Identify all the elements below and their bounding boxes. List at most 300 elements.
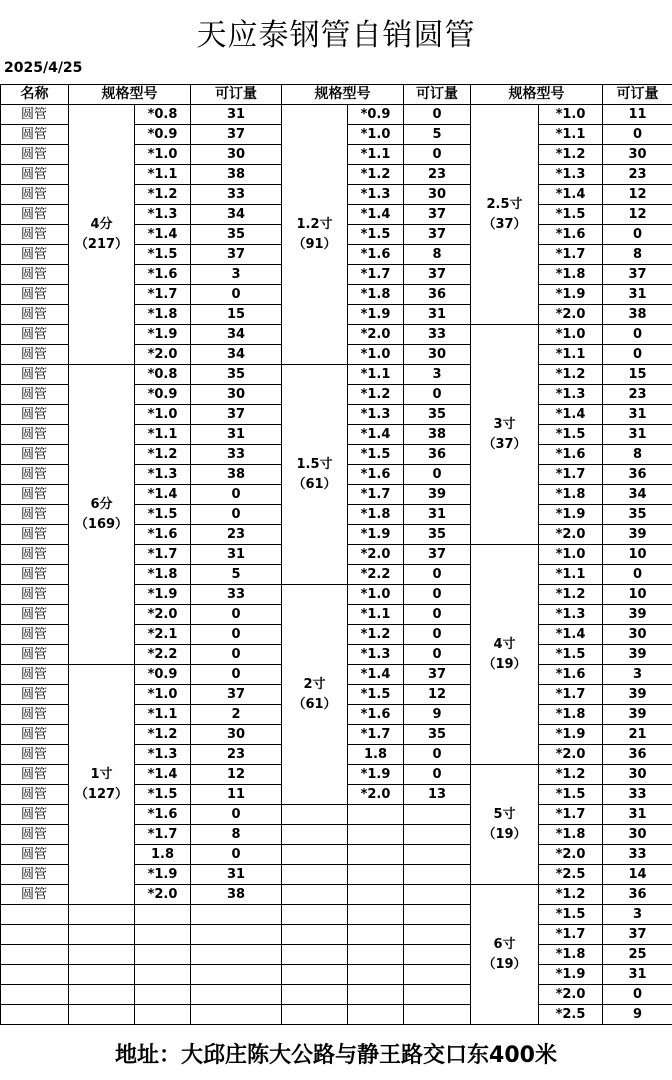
spec-cell: *1.0 bbox=[348, 585, 404, 605]
spec-cell: *1.1 bbox=[348, 365, 404, 385]
row-name-cell: 圆管 bbox=[1, 685, 69, 705]
qty-cell: 36 bbox=[404, 285, 471, 305]
group-label: 3寸 bbox=[493, 416, 516, 432]
spec-cell: *1.9 bbox=[539, 965, 603, 985]
row-name-cell: 圆管 bbox=[1, 105, 69, 125]
spec-cell: *1.2 bbox=[348, 165, 404, 185]
spec-cell: *1.0 bbox=[539, 325, 603, 345]
qty-cell: 0 bbox=[404, 745, 471, 765]
qty-cell: 34 bbox=[603, 485, 672, 505]
spec-cell: *2.0 bbox=[539, 985, 603, 1005]
empty-cell bbox=[404, 925, 471, 945]
spec-cell: *1.0 bbox=[135, 685, 191, 705]
spec-cell: *1.5 bbox=[539, 645, 603, 665]
group-label: 1寸 bbox=[90, 766, 113, 782]
row-name-cell: 圆管 bbox=[1, 605, 69, 625]
row-name-cell: 圆管 bbox=[1, 545, 69, 565]
row-name-cell: 圆管 bbox=[1, 565, 69, 585]
qty-cell: 15 bbox=[603, 365, 672, 385]
qty-cell: 0 bbox=[191, 665, 282, 685]
header-qty-3: 可订量 bbox=[603, 85, 672, 105]
qty-cell: 0 bbox=[191, 805, 282, 825]
address-footer: 地址：大邱庄陈大公路与静王路交口东400米 bbox=[115, 1043, 557, 1068]
qty-cell: 39 bbox=[603, 605, 672, 625]
qty-cell: 2 bbox=[191, 705, 282, 725]
qty-cell: 11 bbox=[603, 105, 672, 125]
empty-cell bbox=[191, 985, 282, 1005]
qty-cell: 30 bbox=[603, 625, 672, 645]
qty-cell: 31 bbox=[191, 425, 282, 445]
spec-cell: *1.2 bbox=[539, 765, 603, 785]
spec-cell: *1.5 bbox=[539, 785, 603, 805]
qty-cell: 3 bbox=[603, 665, 672, 685]
spec-cell: *1.6 bbox=[539, 445, 603, 465]
qty-cell: 31 bbox=[191, 545, 282, 565]
empty-cell bbox=[348, 945, 404, 965]
row-name-cell bbox=[1, 945, 69, 965]
spec-cell: *1.8 bbox=[539, 485, 603, 505]
spec-cell: *2.0 bbox=[539, 845, 603, 865]
group-label: 4寸 bbox=[493, 636, 516, 652]
qty-cell: 35 bbox=[191, 365, 282, 385]
qty-cell: 14 bbox=[603, 865, 672, 885]
spec-cell: 1.8 bbox=[135, 845, 191, 865]
spec-cell: *1.9 bbox=[539, 725, 603, 745]
qty-cell: 0 bbox=[191, 845, 282, 865]
row-name-cell: 圆管 bbox=[1, 165, 69, 185]
empty-cell bbox=[348, 965, 404, 985]
spec-cell: *1.5 bbox=[348, 445, 404, 465]
spec-cell: *1.7 bbox=[348, 265, 404, 285]
qty-cell: 8 bbox=[603, 445, 672, 465]
qty-cell: 30 bbox=[603, 145, 672, 165]
row-name-cell: 圆管 bbox=[1, 145, 69, 165]
qty-cell: 0 bbox=[404, 465, 471, 485]
row-name-cell: 圆管 bbox=[1, 765, 69, 785]
qty-cell: 0 bbox=[404, 605, 471, 625]
spec-cell: *1.2 bbox=[135, 185, 191, 205]
empty-cell bbox=[282, 885, 348, 905]
qty-cell: 31 bbox=[404, 305, 471, 325]
spec-cell: *2.0 bbox=[348, 785, 404, 805]
spec-cell: *1.4 bbox=[135, 485, 191, 505]
qty-cell: 23 bbox=[404, 165, 471, 185]
spec-cell: *1.1 bbox=[348, 145, 404, 165]
empty-cell bbox=[404, 885, 471, 905]
qty-cell: 23 bbox=[191, 745, 282, 765]
empty-cell bbox=[282, 985, 348, 1005]
spec-cell: *1.9 bbox=[348, 765, 404, 785]
qty-cell: 25 bbox=[603, 945, 672, 965]
group-label: 4分 bbox=[90, 216, 113, 232]
spec-cell: *2.2 bbox=[135, 645, 191, 665]
empty-cell bbox=[348, 1005, 404, 1025]
qty-cell: 0 bbox=[603, 345, 672, 365]
spec-cell: *1.1 bbox=[135, 165, 191, 185]
qty-cell: 39 bbox=[603, 685, 672, 705]
row-name-cell: 圆管 bbox=[1, 405, 69, 425]
qty-cell: 13 bbox=[404, 785, 471, 805]
qty-cell: 3 bbox=[191, 265, 282, 285]
spec-cell: *1.8 bbox=[539, 705, 603, 725]
spec-cell: *1.0 bbox=[539, 545, 603, 565]
qty-cell: 30 bbox=[603, 825, 672, 845]
qty-cell: 5 bbox=[404, 125, 471, 145]
row-name-cell: 圆管 bbox=[1, 285, 69, 305]
spec-cell: *1.0 bbox=[539, 105, 603, 125]
spec-cell: *2.0 bbox=[135, 605, 191, 625]
group-total: （217） bbox=[74, 236, 129, 252]
spec-cell: *2.1 bbox=[135, 625, 191, 645]
empty-cell bbox=[135, 985, 191, 1005]
qty-cell: 36 bbox=[603, 885, 672, 905]
header-qty-1: 可订量 bbox=[191, 85, 282, 105]
empty-cell bbox=[404, 985, 471, 1005]
qty-cell: 12 bbox=[603, 185, 672, 205]
empty-cell bbox=[282, 945, 348, 965]
spec-cell: *1.4 bbox=[539, 185, 603, 205]
spec-cell: *1.6 bbox=[135, 805, 191, 825]
row-name-cell bbox=[1, 925, 69, 945]
spec-cell: *1.9 bbox=[348, 525, 404, 545]
spec-cell: *1.9 bbox=[539, 505, 603, 525]
spec-cell: *1.4 bbox=[539, 405, 603, 425]
qty-cell: 37 bbox=[404, 665, 471, 685]
empty-cell bbox=[191, 925, 282, 945]
row-name-cell: 圆管 bbox=[1, 885, 69, 905]
qty-cell: 3 bbox=[603, 905, 672, 925]
row-name-cell: 圆管 bbox=[1, 585, 69, 605]
qty-cell: 38 bbox=[404, 425, 471, 445]
row-name-cell: 圆管 bbox=[1, 305, 69, 325]
qty-cell: 11 bbox=[191, 785, 282, 805]
empty-cell bbox=[282, 1005, 348, 1025]
empty-cell bbox=[135, 925, 191, 945]
qty-cell: 36 bbox=[603, 465, 672, 485]
spec-cell: *2.0 bbox=[539, 525, 603, 545]
spec-cell: 1.8 bbox=[348, 745, 404, 765]
spec-cell: *1.7 bbox=[539, 685, 603, 705]
qty-cell: 30 bbox=[404, 345, 471, 365]
spec-cell: *1.5 bbox=[539, 425, 603, 445]
qty-cell: 37 bbox=[191, 125, 282, 145]
spec-cell: *1.0 bbox=[348, 125, 404, 145]
header-row bbox=[1, 85, 672, 105]
spec-cell: *2.2 bbox=[348, 565, 404, 585]
table-row bbox=[1, 925, 672, 945]
spec-cell: *1.3 bbox=[348, 645, 404, 665]
qty-cell: 38 bbox=[191, 465, 282, 485]
qty-cell: 37 bbox=[404, 545, 471, 565]
qty-cell: 0 bbox=[603, 565, 672, 585]
spec-cell: *1.2 bbox=[348, 385, 404, 405]
spec-cell: *1.7 bbox=[539, 805, 603, 825]
spec-cell: *1.8 bbox=[135, 305, 191, 325]
row-name-cell: 圆管 bbox=[1, 185, 69, 205]
empty-cell bbox=[69, 905, 135, 925]
qty-cell: 0 bbox=[191, 625, 282, 645]
group-total: （91） bbox=[292, 236, 337, 252]
empty-cell bbox=[404, 1005, 471, 1025]
qty-cell: 0 bbox=[603, 125, 672, 145]
spec-cell: *1.7 bbox=[539, 245, 603, 265]
qty-cell: 35 bbox=[404, 405, 471, 425]
row-name-cell: 圆管 bbox=[1, 225, 69, 245]
empty-cell bbox=[348, 805, 404, 825]
spec-cell: *1.9 bbox=[135, 585, 191, 605]
spec-cell: *1.6 bbox=[348, 705, 404, 725]
spec-cell: *0.8 bbox=[135, 105, 191, 125]
qty-cell: 31 bbox=[603, 805, 672, 825]
spec-cell: *1.6 bbox=[135, 265, 191, 285]
qty-cell: 3 bbox=[404, 365, 471, 385]
row-name-cell: 圆管 bbox=[1, 465, 69, 485]
qty-cell: 0 bbox=[191, 605, 282, 625]
spec-cell: *0.9 bbox=[135, 665, 191, 685]
group-label-cell bbox=[471, 545, 539, 765]
qty-cell: 31 bbox=[191, 865, 282, 885]
qty-cell: 0 bbox=[404, 645, 471, 665]
qty-cell: 35 bbox=[404, 525, 471, 545]
qty-cell: 39 bbox=[404, 485, 471, 505]
qty-cell: 38 bbox=[191, 165, 282, 185]
group-label-cell bbox=[471, 885, 539, 1025]
spec-cell: *2.0 bbox=[348, 545, 404, 565]
row-name-cell: 圆管 bbox=[1, 445, 69, 465]
spec-cell: *1.4 bbox=[135, 225, 191, 245]
spec-cell: *1.8 bbox=[539, 945, 603, 965]
row-name-cell bbox=[1, 985, 69, 1005]
empty-cell bbox=[348, 825, 404, 845]
spec-cell: *1.6 bbox=[135, 525, 191, 545]
qty-cell: 10 bbox=[603, 545, 672, 565]
qty-cell: 0 bbox=[191, 505, 282, 525]
header-qty-2: 可订量 bbox=[404, 85, 471, 105]
spec-cell: *1.0 bbox=[348, 345, 404, 365]
spec-cell: *1.1 bbox=[135, 705, 191, 725]
group-label: 2.5寸 bbox=[486, 196, 523, 212]
empty-cell bbox=[191, 965, 282, 985]
spec-cell: *1.2 bbox=[348, 625, 404, 645]
spec-cell: *1.5 bbox=[348, 685, 404, 705]
group-label: 1.5寸 bbox=[296, 456, 333, 472]
row-name-cell: 圆管 bbox=[1, 705, 69, 725]
empty-cell bbox=[69, 965, 135, 985]
spec-cell: *1.3 bbox=[135, 465, 191, 485]
qty-cell: 23 bbox=[603, 165, 672, 185]
empty-cell bbox=[404, 945, 471, 965]
spec-cell: *2.0 bbox=[539, 745, 603, 765]
row-name-cell: 圆管 bbox=[1, 645, 69, 665]
spec-cell: *0.9 bbox=[135, 125, 191, 145]
qty-cell: 12 bbox=[404, 685, 471, 705]
qty-cell: 21 bbox=[603, 725, 672, 745]
qty-cell: 34 bbox=[191, 345, 282, 365]
qty-cell: 30 bbox=[191, 145, 282, 165]
qty-cell: 30 bbox=[404, 185, 471, 205]
empty-cell bbox=[348, 925, 404, 945]
empty-cell bbox=[348, 865, 404, 885]
row-name-cell bbox=[1, 905, 69, 925]
qty-cell: 9 bbox=[603, 1005, 672, 1025]
qty-cell: 38 bbox=[191, 885, 282, 905]
qty-cell: 23 bbox=[603, 385, 672, 405]
group-total: （61） bbox=[292, 476, 337, 492]
spec-cell: *1.1 bbox=[348, 605, 404, 625]
row-name-cell: 圆管 bbox=[1, 785, 69, 805]
empty-cell bbox=[69, 945, 135, 965]
row-name-cell: 圆管 bbox=[1, 845, 69, 865]
qty-cell: 0 bbox=[603, 225, 672, 245]
group-total: （19） bbox=[482, 826, 527, 842]
empty-cell bbox=[191, 905, 282, 925]
spec-cell: *1.4 bbox=[348, 425, 404, 445]
spec-cell: *1.8 bbox=[539, 265, 603, 285]
date-label: 2025/4/25 bbox=[4, 60, 83, 76]
spec-cell: *1.4 bbox=[348, 205, 404, 225]
qty-cell: 33 bbox=[191, 445, 282, 465]
header-spec-2: 规格型号 bbox=[282, 85, 404, 105]
qty-cell: 39 bbox=[603, 705, 672, 725]
spec-cell: *1.6 bbox=[539, 665, 603, 685]
group-total: （169） bbox=[74, 516, 129, 532]
spec-cell: *1.8 bbox=[348, 285, 404, 305]
empty-cell bbox=[348, 905, 404, 925]
header-spec-3: 规格型号 bbox=[471, 85, 603, 105]
spec-cell: *1.7 bbox=[135, 825, 191, 845]
spec-cell: *1.1 bbox=[539, 565, 603, 585]
empty-cell bbox=[282, 965, 348, 985]
table-body bbox=[1, 105, 672, 1025]
row-name-cell bbox=[1, 965, 69, 985]
spec-cell: *2.0 bbox=[135, 345, 191, 365]
spec-cell: *1.7 bbox=[539, 925, 603, 945]
qty-cell: 34 bbox=[191, 325, 282, 345]
spec-cell: *1.5 bbox=[539, 905, 603, 925]
spec-cell: *1.9 bbox=[348, 305, 404, 325]
qty-cell: 31 bbox=[603, 285, 672, 305]
empty-cell bbox=[348, 845, 404, 865]
spec-cell: *1.7 bbox=[348, 485, 404, 505]
qty-cell: 30 bbox=[191, 385, 282, 405]
group-label: 6寸 bbox=[493, 936, 516, 952]
spec-cell: *1.3 bbox=[135, 745, 191, 765]
spec-cell: *1.2 bbox=[539, 585, 603, 605]
spec-cell: *1.7 bbox=[135, 545, 191, 565]
spec-cell: *2.0 bbox=[539, 305, 603, 325]
spec-cell: *1.1 bbox=[135, 425, 191, 445]
group-total: （127） bbox=[74, 786, 129, 802]
spec-cell: *2.0 bbox=[348, 325, 404, 345]
spec-cell: *1.6 bbox=[348, 465, 404, 485]
group-label-cell bbox=[69, 105, 135, 365]
row-name-cell: 圆管 bbox=[1, 365, 69, 385]
qty-cell: 30 bbox=[191, 725, 282, 745]
spec-cell: *1.8 bbox=[135, 565, 191, 585]
group-total: （37） bbox=[482, 436, 527, 452]
group-total: （19） bbox=[482, 956, 527, 972]
qty-cell: 10 bbox=[603, 585, 672, 605]
empty-cell bbox=[282, 865, 348, 885]
qty-cell: 31 bbox=[603, 405, 672, 425]
qty-cell: 31 bbox=[603, 965, 672, 985]
qty-cell: 34 bbox=[191, 205, 282, 225]
group-label-cell bbox=[471, 325, 539, 545]
spec-cell: *1.0 bbox=[135, 145, 191, 165]
spec-cell: *1.5 bbox=[135, 505, 191, 525]
qty-cell: 35 bbox=[191, 225, 282, 245]
empty-cell bbox=[404, 905, 471, 925]
qty-cell: 33 bbox=[603, 785, 672, 805]
empty-cell bbox=[404, 965, 471, 985]
spec-cell: *1.4 bbox=[348, 665, 404, 685]
empty-cell bbox=[282, 825, 348, 845]
qty-cell: 31 bbox=[603, 425, 672, 445]
spec-cell: *1.3 bbox=[539, 385, 603, 405]
spec-cell: *1.2 bbox=[539, 145, 603, 165]
qty-cell: 37 bbox=[191, 405, 282, 425]
inventory-table bbox=[0, 84, 672, 1025]
spec-cell: *1.1 bbox=[539, 345, 603, 365]
empty-cell bbox=[191, 945, 282, 965]
group-label: 5寸 bbox=[493, 806, 516, 822]
spec-cell: *1.8 bbox=[539, 825, 603, 845]
empty-cell bbox=[69, 925, 135, 945]
row-name-cell: 圆管 bbox=[1, 625, 69, 645]
row-name-cell: 圆管 bbox=[1, 505, 69, 525]
qty-cell: 33 bbox=[404, 325, 471, 345]
empty-cell bbox=[348, 985, 404, 1005]
qty-cell: 0 bbox=[404, 585, 471, 605]
qty-cell: 0 bbox=[404, 385, 471, 405]
qty-cell: 37 bbox=[603, 265, 672, 285]
row-name-cell: 圆管 bbox=[1, 345, 69, 365]
row-name-cell bbox=[1, 1005, 69, 1025]
empty-cell bbox=[404, 845, 471, 865]
group-label-cell bbox=[282, 365, 348, 585]
empty-cell bbox=[191, 1005, 282, 1025]
group-label-cell bbox=[471, 105, 539, 325]
qty-cell: 9 bbox=[404, 705, 471, 725]
qty-cell: 33 bbox=[191, 185, 282, 205]
spec-cell: *0.8 bbox=[135, 365, 191, 385]
row-name-cell: 圆管 bbox=[1, 385, 69, 405]
qty-cell: 12 bbox=[191, 765, 282, 785]
spec-cell: *1.2 bbox=[539, 885, 603, 905]
empty-cell bbox=[348, 885, 404, 905]
group-label-cell bbox=[282, 105, 348, 365]
row-name-cell: 圆管 bbox=[1, 825, 69, 845]
qty-cell: 0 bbox=[603, 985, 672, 1005]
header-spec-1: 规格型号 bbox=[69, 85, 191, 105]
spec-cell: *1.2 bbox=[539, 365, 603, 385]
qty-cell: 0 bbox=[404, 145, 471, 165]
qty-cell: 37 bbox=[404, 205, 471, 225]
spec-cell: *1.7 bbox=[135, 285, 191, 305]
row-name-cell: 圆管 bbox=[1, 725, 69, 745]
empty-cell bbox=[404, 805, 471, 825]
qty-cell: 31 bbox=[404, 505, 471, 525]
empty-cell bbox=[404, 825, 471, 845]
empty-cell bbox=[282, 905, 348, 925]
empty-cell bbox=[135, 965, 191, 985]
group-label-cell bbox=[471, 765, 539, 885]
qty-cell: 8 bbox=[191, 825, 282, 845]
spec-cell: *1.9 bbox=[539, 285, 603, 305]
qty-cell: 12 bbox=[603, 205, 672, 225]
spec-cell: *1.3 bbox=[135, 205, 191, 225]
qty-cell: 23 bbox=[191, 525, 282, 545]
